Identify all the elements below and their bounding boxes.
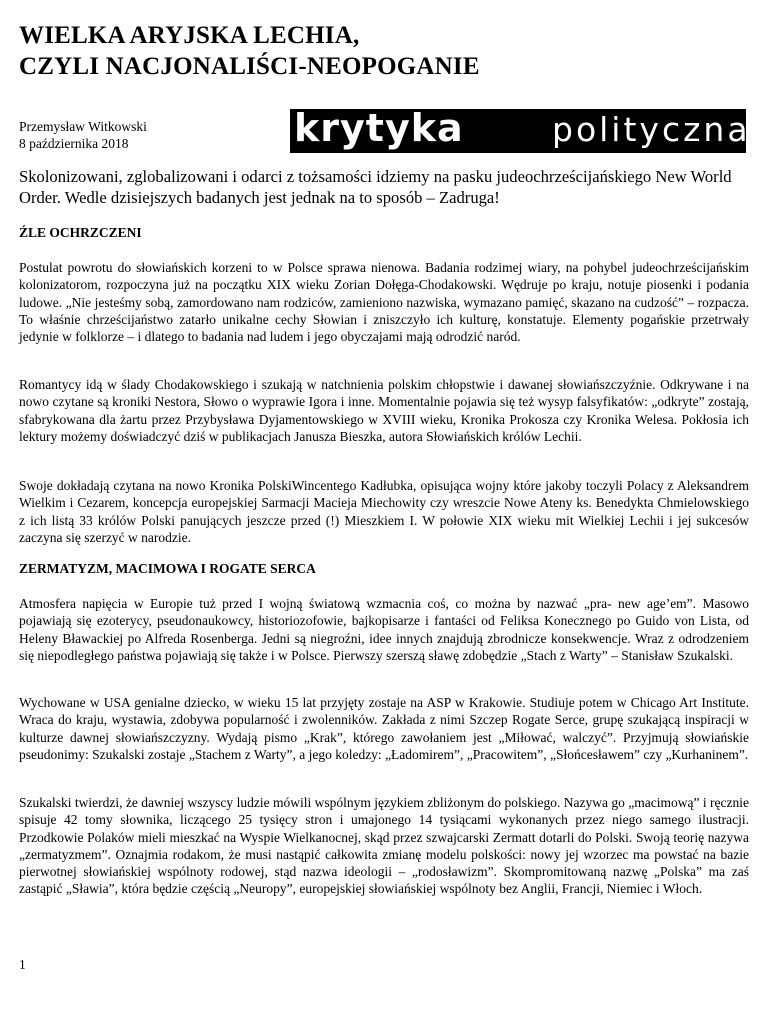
byline — [19, 118, 147, 152]
paragraph-3: Swoje dokładają czytana na nowo Kronika PolskiWincentego Kadłubka, opisująca wojny które jakoby toczyli Polacy z Aleksandrem Wielkim i Cezarem, koncepcja europejskiej Sarmacji Macieja Miechowity czy wreszcie Nowe Ateny ks. Benedykta Chmielowskiego z ich listą 33 królów Polski panujących jeszcze przed (!) Mieszkiem I. W połowie XIX wieku mit Wielkiej Lechii i jej sukcesów zaczyna się szerzyć w narodzie. — [19, 478, 749, 545]
author-name: Przemysław Witkowski — [19, 119, 147, 134]
logo-word-1: krytyka — [294, 106, 464, 150]
article-title — [19, 20, 480, 82]
krytyka-polityczna-logo — [290, 106, 751, 153]
logo-word-2: polityczna — [552, 110, 751, 149]
paragraph-5: Wychowane w USA genialne dziecko, w wieku 15 lat przyjęty zostaje na ASP w Krakowie. Studiuje potem w Chicago Art Institute. Wraca do kraju, wystawia, zdobywa popularność i zwolenników. Zakłada z nimi Szczep Rogate Serce, grupę szukającą inspiracji w kulturze dawnej słowiańszczyzny. Wydają pismo „Krak”, którego zawołaniem jest „Miłować, walczyć”. Przyjmują słowiańskie pseudonimy: Szukalski zostaje „Stachem z Warty”, a jego koledzy: „Ładomirem”, „Pracowitem”, „Słońcesławem” czy „Kurhaninem”. — [19, 695, 749, 762]
article-title-line-1: WIELKA ARYJSKA LECHIA, — [19, 22, 360, 49]
article-title-line-2: CZYLI NACJONALIŚCI-NEOPOGANIE — [19, 53, 480, 80]
paragraph-6: Szukalski twierdzi, że dawniej wszyscy ludzie mówili wspólnym językiem zbliżonym do polskiego. Nazywa go „macimową” i ręcznie spisuje 42 tomy słownika, liczącego 25 tysięcy stron i umajonego 14 tysiącami wykonanych przez niego samego ilustracji. Przodkowie Polaków mieli mieszkać na Wyspie Wielkanocnej, skąd przez szwajcarski Zermatt dotarli do Polski. Swoją teorię nazywa „zermatyzmem”. Oznajmia rodakom, że musi nastąpić całkowita zmianę modelu polskości: nowy jej wzorzec ma powstać na bazie pierwotnej słowiańskiej wspólnoty rodowej, stąd nazwa ideologii – „rodosławizm”. Skompromitowaną nazwę „Polska” ma zaś zastąpić „Sławia”, która będzie częścią „Neuropy”, europejskiej słowiańskiej wspólnoty bez Anglii, Francji, Niemiec i Włoch. — [19, 795, 749, 897]
section-heading-1: ŹLE OCHRZCZENI — [19, 225, 142, 240]
section-heading-2: ZERMATYZM, MACIMOWA I ROGATE SERCA — [19, 561, 316, 576]
lead-paragraph: Skolonizowani, zglobalizowani i odarci z tożsamości idziemy na pasku judeochrześcijańskiego New World Order. Wedle dzisiejszych badanych jest jednak na to sposób – Zadruga! — [19, 167, 732, 207]
page-number: 1 — [19, 957, 26, 972]
paragraph-4: Atmosfera napięcia w Europie tuż przed I wojną światową wzmacnia coś, co można by nazwać „pra- new age’em”. Masowo pojawiają się ezoterycy, pseudonaukowcy, historiozofowie, bajkopisarze i fantaści od Feliksa Konecznego po Guido von Lista, od Heleny Bławackiej po Alfreda Rosenberga. Jedni są niegroźni, idee innych znajdują zbrodnicze konsekwencje. Wraz z odrodzeniem się niepodległego państwa pojawiają się także i w Polsce. Pierwszy szerszą sławę zdobędzie „Stach z Warty” – Stanisław Szukalski. — [19, 596, 749, 663]
paragraph-2: Romantycy idą w ślady Chodakowskiego i szukają w natchnienia polskim chłopstwie i dawanej słowiańszczyźnie. Odkrywane i na nowo czytane są kroniki Nestora, Słowo o wyprawie Igora i inne. Momentalnie pojawia się też wysyp falsyfikatów: „odkryte” zostają, sfabrykowana dla żartu przez Przybysława Dyjamentowskiego w XVIII wieku, Kronika Prokosza czy Kronika Welesa. Pokłosia ich lektury możemy doświadczyć dziś w publikacjach Janusza Bieszka, autora Słowiańskich królów Lechii. — [19, 377, 749, 444]
document-page — [19, 0, 749, 1024]
publication-date: 8 października 2018 — [19, 136, 129, 151]
paragraph-1: Postulat powrotu do słowiańskich korzeni to w Polsce sprawa nienowa. Badania rodzimej wiary, na pohybel judeochrześcijańskim kolonizatorom, rozpoczyna już na początku XIX wieku Zorian Dołęga-Chodakowski. Wędruje po kraju, notuje piosenki i podania ludowe. „Nie jesteśmy sobą, zamordowano nam rodziców, zamieniono nazwiska, wymazano pamięć, skazano na cudzość” – rozpacza. To właśnie chrześcijaństwo zatarło unikalne cechy Słowian i zniszczyło ich kulturę, konstatuje. Elementy pogańskie przetrwały jedynie w folklorze – i dlatego to badania nad ludem i jego obyczajami mają odrodzić naród. — [19, 260, 749, 345]
